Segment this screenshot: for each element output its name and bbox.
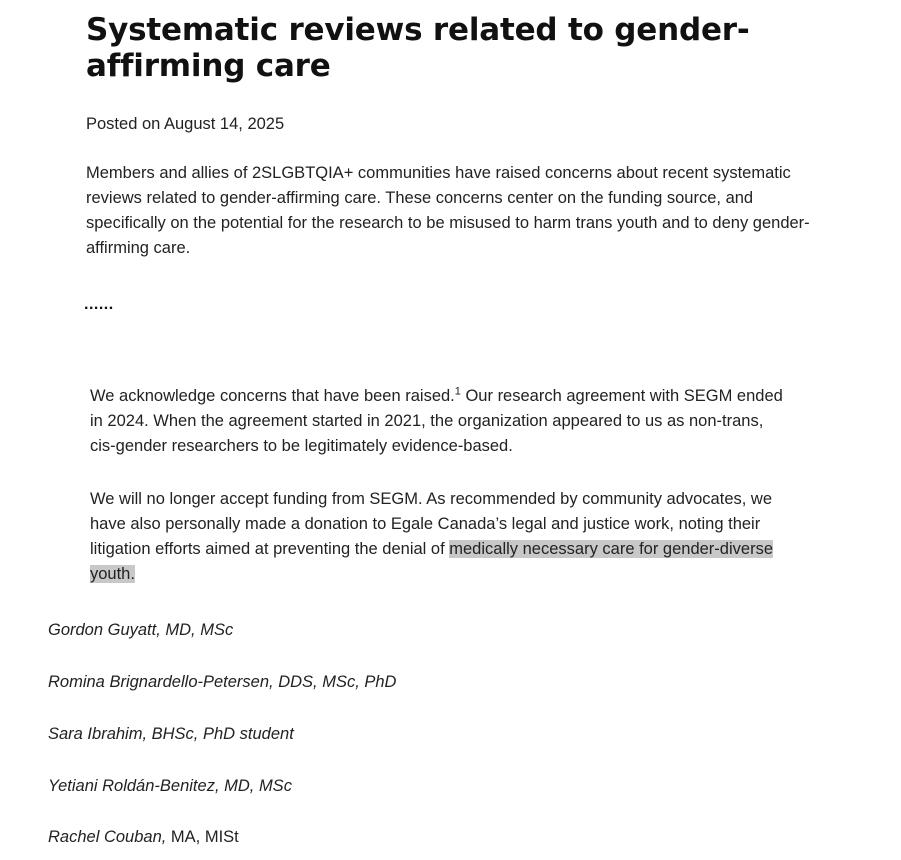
footnote-marker[interactable]: 1 bbox=[454, 385, 461, 398]
author-name bbox=[48, 775, 292, 797]
author-name-text: Gordon Guyatt, MD, MSc bbox=[48, 621, 234, 639]
author-name-text: Sara Ibrahim, BHSc, PhD student bbox=[48, 725, 294, 743]
author-name bbox=[48, 723, 294, 745]
agreement-text: Our research agreement with SEGM ended in 2024. When the agreement started in 2021, the organization appeared to us as non-trans, cis-gender researchers to be legitimately evidence-based. bbox=[90, 387, 783, 455]
highlighted-text: medically necessary care for gender-diverse youth. bbox=[90, 540, 773, 583]
omission-ellipsis: ...... bbox=[84, 296, 114, 313]
author-name-text: Romina Brignardello-Petersen, DDS, MSc, PhD bbox=[48, 673, 397, 691]
article-title: Systematic reviews related to gender-affirming care bbox=[86, 12, 750, 84]
acknowledgement-paragraph bbox=[90, 384, 790, 459]
intro-paragraph: Members and allies of 2SLGBTQIA+ communities have raised concerns about recent systematic reviews related to gender-affirming care. These concerns center on the funding source, and specifically on the potential for the research to be misused to harm trans youth and to deny gender-affirming care. bbox=[86, 164, 810, 257]
author-name bbox=[48, 671, 396, 693]
author-credentials: MA, MISt bbox=[166, 828, 239, 846]
acknowledgement-text: We acknowledge concerns that have been raised. bbox=[90, 387, 455, 405]
author-name-text: Rachel Couban, bbox=[48, 828, 167, 846]
funding-paragraph bbox=[90, 487, 795, 587]
author-name bbox=[48, 826, 239, 848]
funding-text: We will no longer accept funding from SEGM. As recommended by community advocates, we have also personally made a donation to Egale Canada’s legal and justice work, noting their litigation efforts aimed at preventing the denial of bbox=[90, 490, 773, 558]
author-name-text: Yetiani Roldán-Benitez, MD, MSc bbox=[48, 777, 292, 795]
post-date: Posted on August 14, 2025 bbox=[86, 115, 285, 133]
author-name bbox=[48, 619, 233, 641]
